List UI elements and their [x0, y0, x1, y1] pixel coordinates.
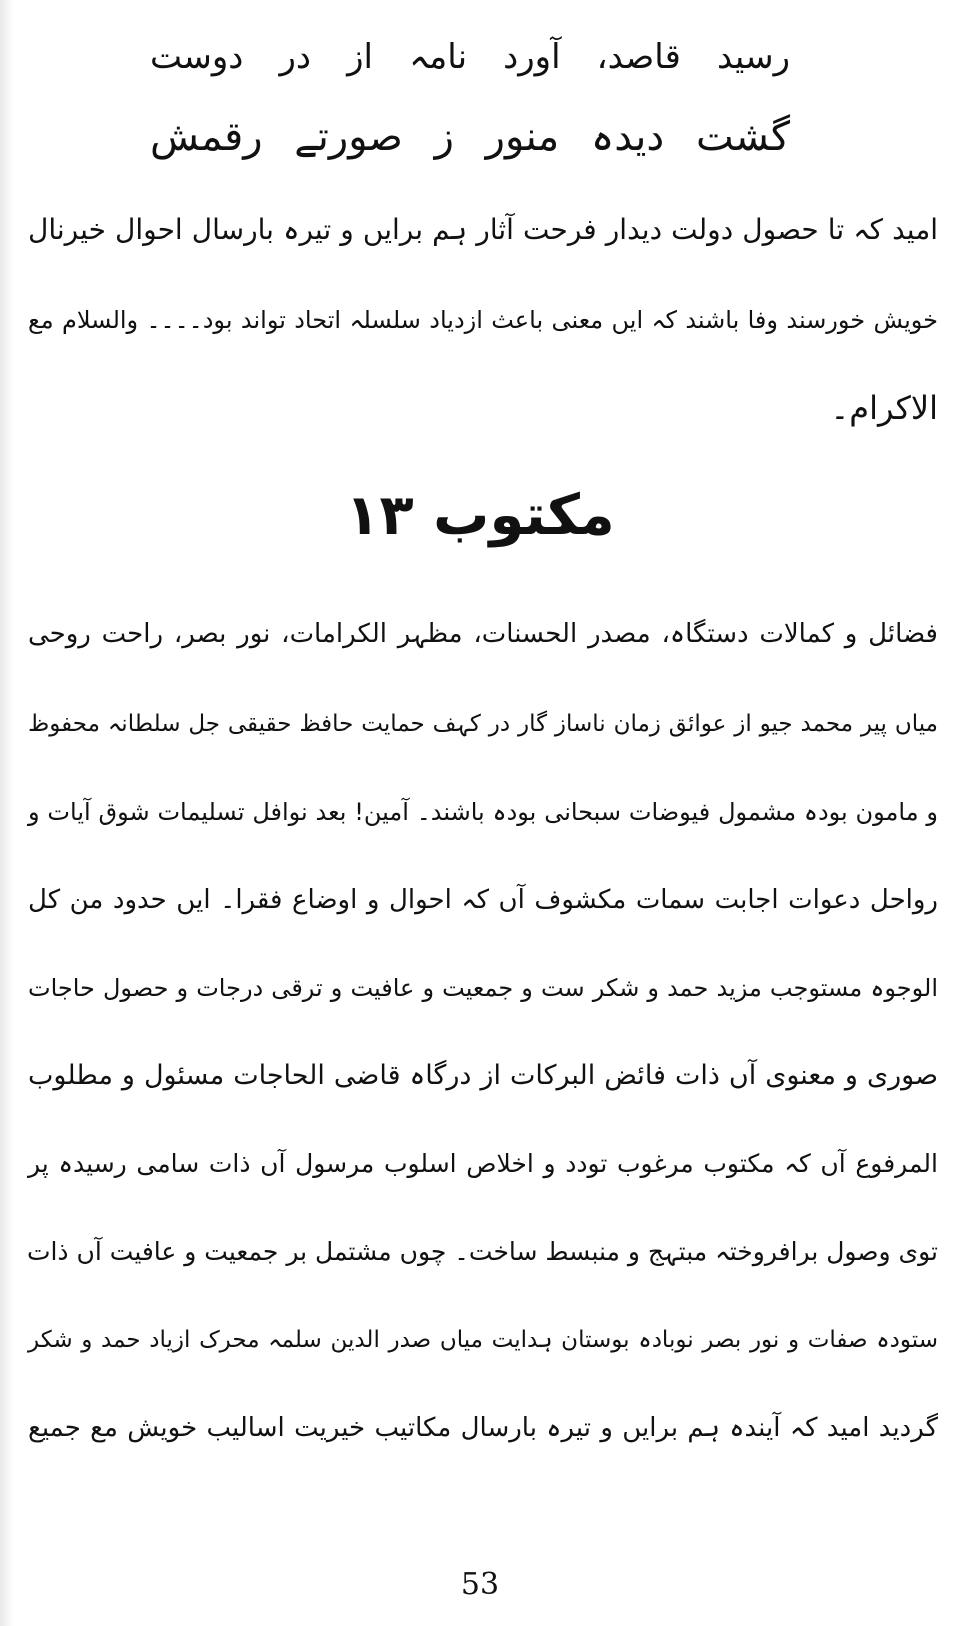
paragraph-2-line-5: الوجوہ مستوجب مزید حمد و شکر ست و جمعیت و عافیت و ترقی درجات و حصول حاجات [28, 974, 938, 1002]
scan-edge-shadow [0, 0, 14, 1626]
page-number: 53 [460, 1567, 500, 1602]
paragraph-2-line-3: و مامون بودہ مشمول فیوضات سبحانی بودہ باشند۔ آمین! بعد نوافل تسلیمات شوق آیات و [28, 798, 938, 826]
paragraph-1-line-1: امید کہ تا حصول دولت دیدار فرحت آثار ہم برایں و تیرہ بارسال احوال خیرنال [28, 213, 938, 246]
paragraph-2-line-10: گردید امید کہ آیندہ ہم برایں و تیرہ بارسال مکاتیب خیریت اسالیب خویش مع جمیع [28, 1413, 938, 1443]
paragraph-1-line-2: خویش خورسند وفا باشند کہ ایں معنی باعث ازدیاد سلسلہ اتحاد تواند بود۔۔۔۔ والسلام مع [28, 306, 938, 334]
verse-line-2: گشت دیدہ منور ز صورتے رقمش [150, 114, 790, 160]
paragraph-2-line-6: صوری و معنوی آں ذات فائض البرکات از درگاہ قاضی الحاجات مسئول و مطلوب [28, 1060, 938, 1091]
paragraph-2-line-4: رواحل دعوات اجابت سمات مکشوف آں کہ احوال و اوضاع فقرا۔ ایں حدود من کل [28, 885, 938, 915]
paragraph-2-line-8: توی وصول برافروختہ مبتہج و منبسط ساخت۔ چوں مشتمل بر جمعیت و عافیت آں ذات [26, 1237, 938, 1266]
paragraph-2-line-9: ستودہ صفات و نور بصر نوبادہ بوستان ہدایت میاں صدر الدین سلمہ محرک ازیاد حمد و شکر [28, 1327, 938, 1353]
paragraph-2-line-2: میاں پیر محمد جیو از عوائق زمان ناساز گار در کہف حمایت حافظ حقیقی جل سلطانہ محفوظ [28, 711, 938, 737]
paragraph-1-line-3: الاکرام۔ [830, 389, 938, 427]
verse-line-1: رسید قاصد، آورد نامہ از در دوست [150, 37, 790, 77]
paragraph-2-line-7: المرفوع آں کہ مکتوب مرغوب تودد و اخلاص اسلوب مرسول آں ذات سامی رسیدہ پر [28, 1149, 938, 1178]
letter-heading: مکتوب ۱۳ [345, 483, 615, 548]
paragraph-2-line-1: فضائل و کمالات دستگاہ، مصدر الحسنات، مظہر الکرامات، نور بصر، راحت روحی [28, 619, 938, 649]
